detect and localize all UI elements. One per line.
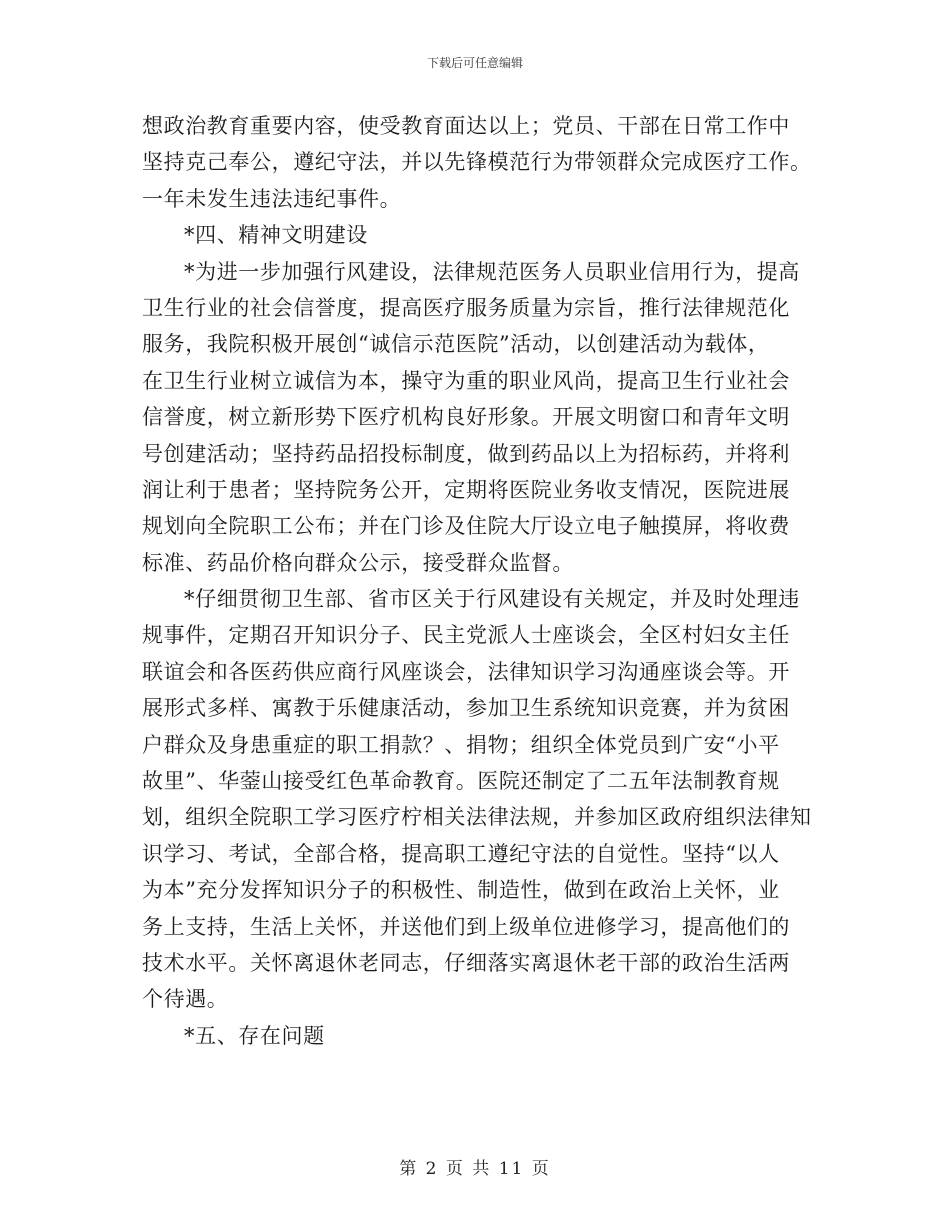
- text-line: 联谊会和各医药供应商行风座谈会，法律知识学习沟通座谈会等。开: [142, 659, 790, 684]
- text-line: 务上支持，生活上关怀，并送他们到上级单位进修学习，提高他们的: [142, 914, 790, 939]
- text-line: *五、存在问题: [184, 1023, 325, 1048]
- document-body: [142, 108, 810, 1054]
- text-line: 为本”充分发挥知识分子的积极性、制造性，做到在政治上关怀，业: [142, 878, 780, 903]
- text-line: 展形式多样、寓教于乐健康活动，参加卫生系统知识竞赛，并为贫困: [142, 696, 790, 721]
- text-line: *仔细贯彻卫生部、省市区关于行风建设有关规定，并及时处理违: [184, 587, 800, 612]
- text-line: 户群众及身患重症的职工捐款？、捐物；组织全体党员到广安“小平: [142, 732, 780, 757]
- text-line: 个待遇。: [142, 987, 229, 1012]
- text-line: 标准、药品价格向群众公示，接受群众监督。: [142, 550, 574, 575]
- text-line: 服务，我院积极开展创“诚信示范医院”活动，以创建活动为载体，: [142, 332, 770, 357]
- text-line: 信誉度，树立新形势下医疗机构良好形象。开展文明窗口和青年文明: [142, 405, 790, 430]
- text-line: 想政治教育重要内容，使受教育面达以上；党员、干部在日常工作中: [142, 114, 790, 138]
- text-line: 润让利于患者；坚持院务公开，定期将医院业务收支情况，医院进展: [142, 477, 790, 502]
- text-line: 划，组织全院职工学习医疗柠相关法律法规，并参加区政府组织法律知: [142, 805, 812, 830]
- text-line: 卫生行业的社会信誉度，提高医疗服务质量为宗旨，推行法律规范化: [142, 295, 790, 320]
- header-note: 下载后可任意编辑: [426, 56, 523, 70]
- text-line: 故里”、华蓥山接受红色革命教育。医院还制定了二五年法制教育规: [142, 769, 780, 794]
- text-line: 一年未发生违法违纪事件。: [142, 186, 402, 211]
- text-line: *四、精神文明建设: [184, 223, 368, 248]
- text-line: 规事件，定期召开知识分子、民主党派人士座谈会，全区村妇女主任: [142, 623, 790, 648]
- page-footer: 第 2 页 共 11 页: [399, 1159, 551, 1179]
- text-line: 坚持克己奉公，遵纪守法，并以先锋模范行为带领群众完成医疗工作。: [142, 150, 812, 175]
- text-line: 在卫生行业树立诚信为本，操守为重的职业风尚，提高卫生行业社会: [142, 368, 790, 393]
- text-line: 规划向全院职工公布；并在门诊及住院大厅设立电子触摸屏，将收费: [142, 514, 790, 539]
- text-line: *为进一步加强行风建设，法律规范医务人员职业信用行为，提高: [184, 259, 800, 284]
- text-line: 技术水平。关怀离退休老同志，仔细落实离退休老干部的政治生活两: [142, 950, 790, 975]
- text-line: 识学习、考试，全部合格，提高职工遵纪守法的自觉性。坚持“以人: [142, 841, 780, 866]
- text-line: 号创建活动；坚持药品招投标制度，做到药品以上为招标药，并将利: [142, 441, 790, 466]
